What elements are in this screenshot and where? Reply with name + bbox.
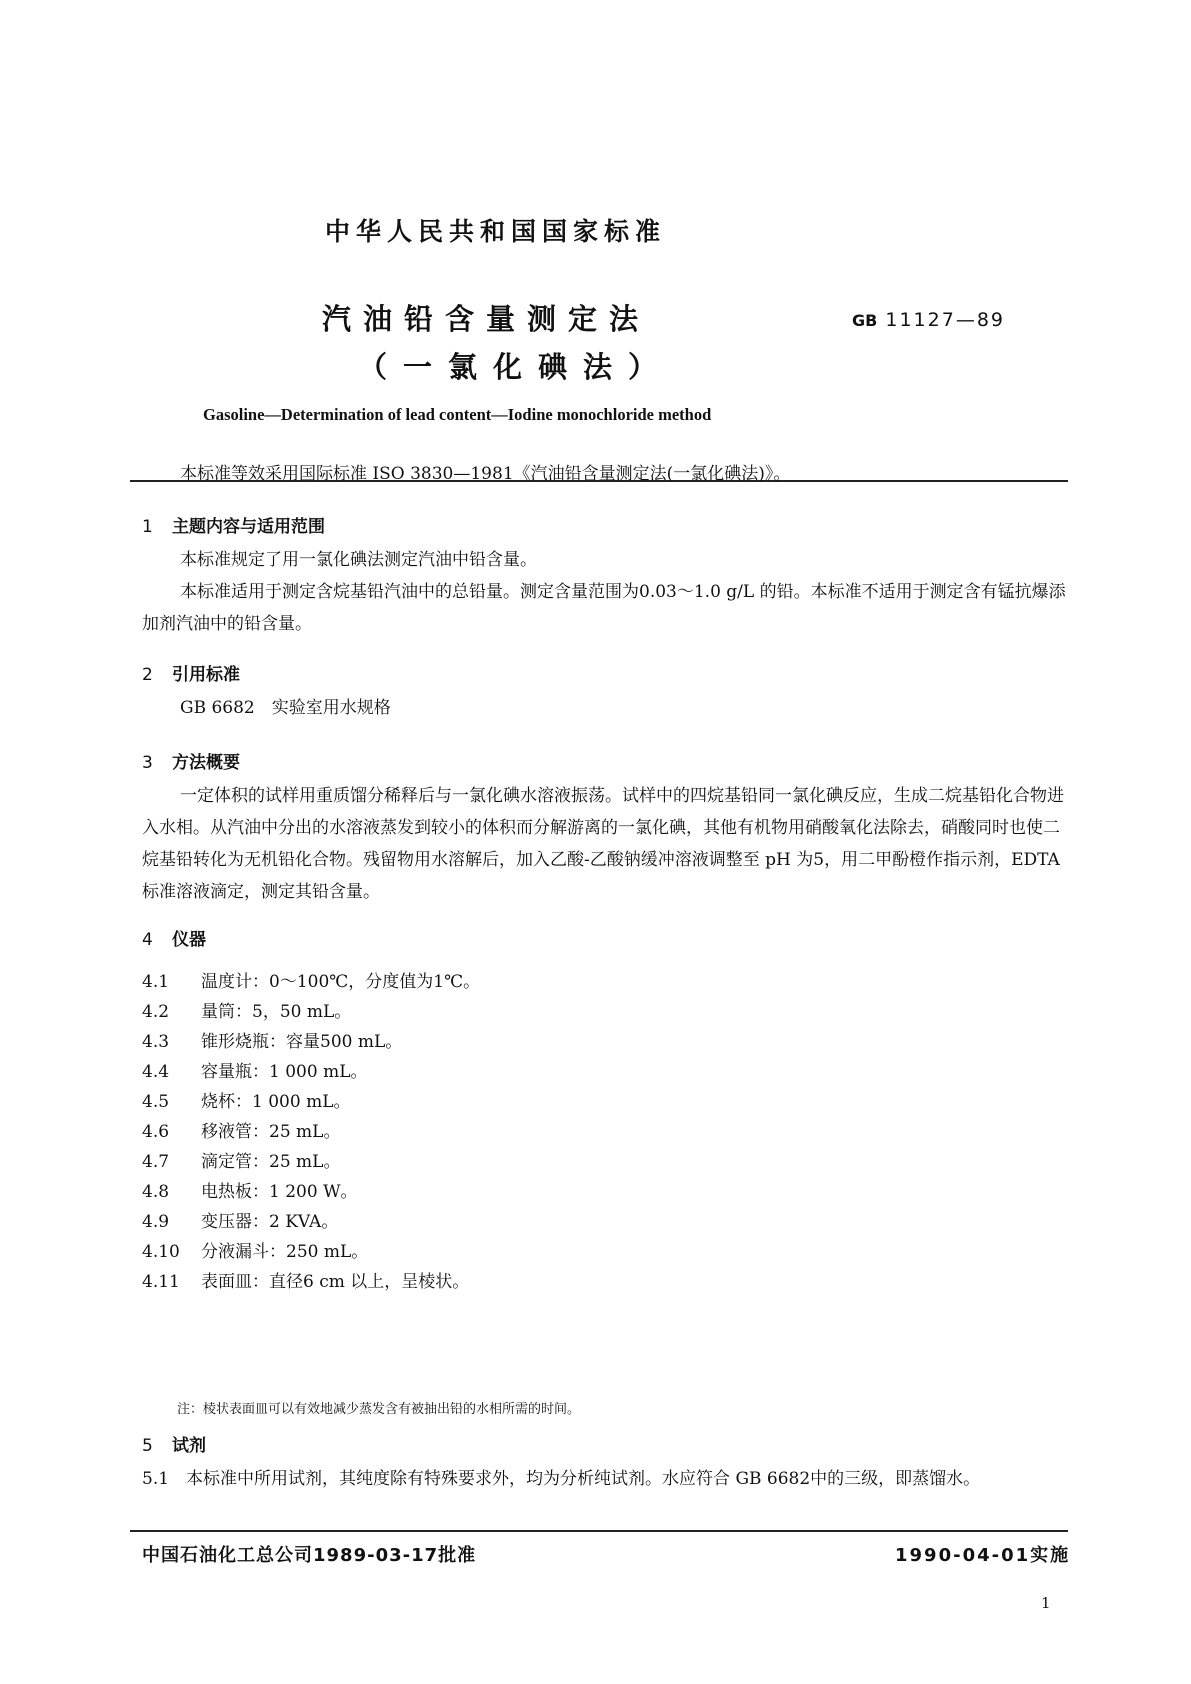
item-number: 4.2: [142, 1002, 170, 1022]
item-number: 4.4: [142, 1062, 170, 1082]
section-title: 引用标准: [172, 665, 240, 685]
standard-number: [852, 309, 1005, 331]
section-title: 方法概要: [172, 753, 240, 773]
item-text: 滴定管：25 mL。: [201, 1152, 341, 1172]
list-item: [142, 1267, 469, 1292]
item-text: 容量瓶：1 000 mL。: [201, 1062, 368, 1082]
item-number: 4.3: [142, 1032, 170, 1052]
item-text: 温度计：0～100℃，分度值为1℃。: [201, 972, 481, 992]
item-text: 锥形烧瓶：容量500 mL。: [201, 1032, 403, 1052]
section-5-heading: [142, 1431, 206, 1456]
item-number: 4.5: [142, 1092, 170, 1112]
section-4-note: 注：棱状表面皿可以有效地减少蒸发含有被抽出铅的水相所需的时间。: [177, 1402, 581, 1417]
section-number: 3: [142, 753, 153, 773]
list-item: [142, 1177, 358, 1202]
section-number: 2: [142, 665, 153, 685]
item-number: 4.1: [142, 972, 170, 992]
standard-prefix: GB: [852, 311, 878, 330]
list-item: [142, 1237, 368, 1262]
intro-paragraph: 本标准等效采用国际标准 ISO 3830—1981《汽油铅含量测定法(一氯化碘法)》。: [180, 464, 791, 484]
item-text: 电热板：1 200 W。: [201, 1182, 358, 1202]
section-3-paragraph: 一定体积的试样用重质馏分稀释后与一氯化碘水溶液振荡。试样中的四烷基铅同一氯化碘反应，生成二烷基铅化合物进入水相。从汽油中分出的水溶液蒸发到较小的体积而分解游离的一氯化碘，其他有机物用硝酸氧化法除去，硝酸同时也使二烷基铅转化为无机铅化合物。残留物用水溶解后，加入乙酸-乙酸钠缓冲溶液调整至 pH 为5，用二甲酚橙作指示剂，EDTA 标准溶液滴定，测定其铅含量。: [142, 786, 1064, 902]
section-1-paragraph-1: 本标准规定了用一氯化碘法测定汽油中铅含量。: [180, 550, 537, 570]
section-number: 1: [142, 517, 153, 537]
section-title: 仪器: [172, 930, 206, 950]
standard-code: 11127—89: [885, 309, 1005, 331]
section-1-heading: [142, 512, 325, 537]
item-text: 分液漏斗：250 mL。: [201, 1242, 369, 1262]
item-text: 烧杯：1 000 mL。: [201, 1092, 351, 1112]
section-5-paragraph-1: 5.1 本标准中所用试剂，其纯度除有特殊要求外，均为分析纯试剂。水应符合 GB 6682中的三级，即蒸馏水。: [142, 1469, 981, 1489]
list-item: [142, 1027, 402, 1052]
list-item: [142, 1207, 338, 1232]
english-title: Gasoline—Determination of lead content—Iodine monochloride method: [203, 405, 712, 424]
item-text: 移液管：25 mL。: [201, 1122, 341, 1142]
document-title: 汽油铅含量测定法: [322, 302, 651, 336]
section-2-heading: [142, 660, 240, 685]
item-text: 表面皿：直径6 cm 以上，呈棱状。: [201, 1272, 470, 1292]
item-number: 4.7: [142, 1152, 170, 1172]
list-item: [142, 1117, 340, 1142]
list-item: [142, 1087, 350, 1112]
section-2-reference: GB 6682 实验室用水规格: [180, 698, 391, 718]
section-title: 主题内容与适用范围: [172, 517, 325, 537]
section-1-paragraph-2: 本标准适用于测定含烷基铅汽油中的总铅量。测定含量范围为0.03～1.0 g/L 的铅。本标准不适用于测定含有锰抗爆添加剂汽油中的铅含量。: [142, 582, 1066, 634]
item-number: 4.6: [142, 1122, 170, 1142]
page-number: 1: [1041, 1594, 1051, 1612]
section-number: 5: [142, 1436, 153, 1456]
item-number: 4.10: [142, 1242, 180, 1262]
footer-divider: [130, 1530, 1068, 1532]
item-text: 量筒：5，50 mL。: [201, 1002, 352, 1022]
document-subtitle: （一氯化碘法）: [358, 350, 674, 384]
list-item: [142, 967, 480, 992]
approval-line: 中国石油化工总公司1989-03-17批准: [142, 1545, 477, 1566]
item-number: 4.8: [142, 1182, 170, 1202]
list-item: [142, 1057, 367, 1082]
list-item: [142, 997, 351, 1022]
list-item: [142, 1147, 340, 1172]
section-title: 试剂: [172, 1436, 206, 1456]
section-number: 4: [142, 930, 153, 950]
effective-date: 1990-04-01实施: [895, 1545, 1071, 1566]
section-3-heading: [142, 748, 240, 773]
national-standard-heading: 中华人民共和国国家标准: [325, 217, 667, 246]
item-number: 4.11: [142, 1272, 180, 1292]
item-number: 4.9: [142, 1212, 170, 1232]
item-text: 变压器：2 KVA。: [201, 1212, 339, 1232]
section-4-heading: [142, 925, 206, 950]
